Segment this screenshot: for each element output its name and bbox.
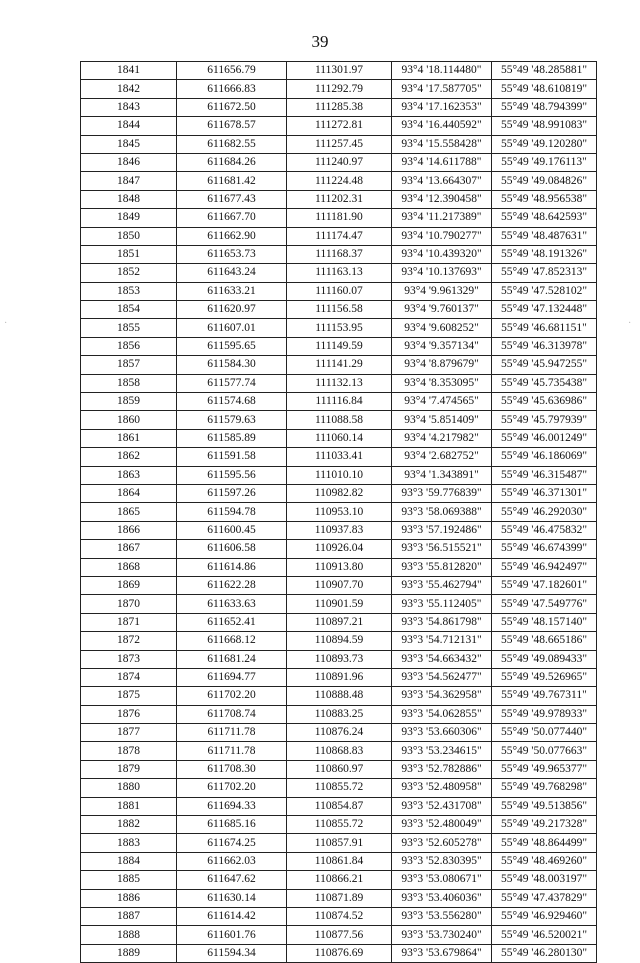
y-coordinate-cell: 111132.13 — [287, 374, 392, 392]
y-coordinate-cell: 111010.10 — [287, 466, 392, 484]
y-coordinate-cell: 111292.79 — [287, 80, 392, 98]
x-coordinate-cell: 611591.58 — [177, 448, 287, 466]
point-number-cell: 1841 — [81, 62, 177, 80]
y-coordinate-cell: 110860.97 — [287, 760, 392, 778]
table-row — [81, 227, 597, 245]
point-number-cell: 1874 — [81, 668, 177, 686]
latitude-cell: 55°49 '48.642593" — [492, 209, 597, 227]
y-coordinate-cell: 110901.59 — [287, 595, 392, 613]
point-number-cell: 1857 — [81, 356, 177, 374]
y-coordinate-cell: 110871.89 — [287, 889, 392, 907]
x-coordinate-cell: 611711.78 — [177, 724, 287, 742]
longitude-cell: 93°3 '54.062855" — [392, 705, 492, 723]
coordinates-table — [80, 61, 597, 963]
latitude-cell: 55°49 '46.315487" — [492, 466, 597, 484]
y-coordinate-cell: 111301.97 — [287, 62, 392, 80]
point-number-cell: 1868 — [81, 558, 177, 576]
latitude-cell: 55°49 '49.089433" — [492, 650, 597, 668]
table-row — [81, 540, 597, 558]
table-row — [81, 595, 597, 613]
latitude-cell: 55°49 '46.520021" — [492, 926, 597, 944]
x-coordinate-cell: 611662.03 — [177, 852, 287, 870]
longitude-cell: 93°4 '2.682752" — [392, 448, 492, 466]
latitude-cell: 55°49 '46.929460" — [492, 907, 597, 925]
latitude-cell: 55°49 '49.965377" — [492, 760, 597, 778]
longitude-cell: 93°4 '13.664307" — [392, 172, 492, 190]
latitude-cell: 55°49 '47.132448" — [492, 301, 597, 319]
y-coordinate-cell: 110982.82 — [287, 484, 392, 502]
latitude-cell: 55°49 '49.120280" — [492, 135, 597, 153]
point-number-cell: 1849 — [81, 209, 177, 227]
latitude-cell: 55°49 '48.864499" — [492, 834, 597, 852]
latitude-cell: 55°49 '45.947255" — [492, 356, 597, 374]
table-row — [81, 613, 597, 631]
longitude-cell: 93°4 '9.608252" — [392, 319, 492, 337]
y-coordinate-cell: 110877.56 — [287, 926, 392, 944]
point-number-cell: 1867 — [81, 540, 177, 558]
y-coordinate-cell: 111240.97 — [287, 153, 392, 171]
y-coordinate-cell: 110866.21 — [287, 871, 392, 889]
point-number-cell: 1865 — [81, 503, 177, 521]
point-number-cell: 1843 — [81, 98, 177, 116]
x-coordinate-cell: 611633.63 — [177, 595, 287, 613]
latitude-cell: 55°49 '48.665186" — [492, 632, 597, 650]
x-coordinate-cell: 611633.21 — [177, 282, 287, 300]
longitude-cell: 93°4 '10.790277" — [392, 227, 492, 245]
x-coordinate-cell: 611656.79 — [177, 62, 287, 80]
table-row — [81, 834, 597, 852]
latitude-cell: 55°49 '50.077663" — [492, 742, 597, 760]
y-coordinate-cell: 110861.84 — [287, 852, 392, 870]
margin-mark: · — [628, 318, 632, 329]
longitude-cell: 93°3 '52.480958" — [392, 779, 492, 797]
table-row — [81, 98, 597, 116]
x-coordinate-cell: 611674.25 — [177, 834, 287, 852]
point-number-cell: 1878 — [81, 742, 177, 760]
table-row — [81, 871, 597, 889]
point-number-cell: 1851 — [81, 245, 177, 263]
longitude-cell: 93°4 '15.558428" — [392, 135, 492, 153]
x-coordinate-cell: 611702.20 — [177, 779, 287, 797]
point-number-cell: 1858 — [81, 374, 177, 392]
longitude-cell: 93°3 '52.605278" — [392, 834, 492, 852]
point-number-cell: 1855 — [81, 319, 177, 337]
longitude-cell: 93°3 '52.480049" — [392, 816, 492, 834]
x-coordinate-cell: 611607.01 — [177, 319, 287, 337]
x-coordinate-cell: 611681.24 — [177, 650, 287, 668]
y-coordinate-cell: 111285.38 — [287, 98, 392, 116]
y-coordinate-cell: 110913.80 — [287, 558, 392, 576]
x-coordinate-cell: 611682.55 — [177, 135, 287, 153]
latitude-cell: 55°49 '48.794399" — [492, 98, 597, 116]
y-coordinate-cell: 110893.73 — [287, 650, 392, 668]
longitude-cell: 93°4 '10.439320" — [392, 245, 492, 263]
table-row — [81, 705, 597, 723]
latitude-cell: 55°49 '49.526965" — [492, 668, 597, 686]
point-number-cell: 1884 — [81, 852, 177, 870]
point-number-cell: 1877 — [81, 724, 177, 742]
table-row — [81, 356, 597, 374]
point-number-cell: 1881 — [81, 797, 177, 815]
table-row — [81, 190, 597, 208]
point-number-cell: 1869 — [81, 576, 177, 594]
point-number-cell: 1879 — [81, 760, 177, 778]
x-coordinate-cell: 611600.45 — [177, 521, 287, 539]
longitude-cell: 93°3 '54.663432" — [392, 650, 492, 668]
longitude-cell: 93°3 '59.776839" — [392, 484, 492, 502]
x-coordinate-cell: 611694.33 — [177, 797, 287, 815]
longitude-cell: 93°3 '53.660306" — [392, 724, 492, 742]
table-row — [81, 779, 597, 797]
point-number-cell: 1880 — [81, 779, 177, 797]
table-row — [81, 209, 597, 227]
longitude-cell: 93°4 '11.217389" — [392, 209, 492, 227]
latitude-cell: 55°49 '46.681151" — [492, 319, 597, 337]
y-coordinate-cell: 111181.90 — [287, 209, 392, 227]
x-coordinate-cell: 611684.26 — [177, 153, 287, 171]
point-number-cell: 1870 — [81, 595, 177, 613]
point-number-cell: 1850 — [81, 227, 177, 245]
y-coordinate-cell: 110891.96 — [287, 668, 392, 686]
x-coordinate-cell: 611606.58 — [177, 540, 287, 558]
point-number-cell: 1885 — [81, 871, 177, 889]
latitude-cell: 55°49 '46.292030" — [492, 503, 597, 521]
longitude-cell: 93°3 '52.830395" — [392, 852, 492, 870]
x-coordinate-cell: 611685.16 — [177, 816, 287, 834]
longitude-cell: 93°3 '58.069388" — [392, 503, 492, 521]
table-row — [81, 668, 597, 686]
x-coordinate-cell: 611643.24 — [177, 264, 287, 282]
longitude-cell: 93°3 '53.556280" — [392, 907, 492, 925]
y-coordinate-cell: 111224.48 — [287, 172, 392, 190]
longitude-cell: 93°3 '54.712131" — [392, 632, 492, 650]
y-coordinate-cell: 111257.45 — [287, 135, 392, 153]
x-coordinate-cell: 611630.14 — [177, 889, 287, 907]
longitude-cell: 93°3 '53.679864" — [392, 944, 492, 962]
x-coordinate-cell: 611584.30 — [177, 356, 287, 374]
latitude-cell: 55°49 '47.182601" — [492, 576, 597, 594]
x-coordinate-cell: 611595.56 — [177, 466, 287, 484]
margin-mark: · — [4, 318, 8, 329]
latitude-cell: 55°49 '48.487631" — [492, 227, 597, 245]
x-coordinate-cell: 611708.30 — [177, 760, 287, 778]
point-number-cell: 1889 — [81, 944, 177, 962]
longitude-cell: 93°3 '52.431708" — [392, 797, 492, 815]
x-coordinate-cell: 611622.28 — [177, 576, 287, 594]
point-number-cell: 1882 — [81, 816, 177, 834]
y-coordinate-cell: 111272.81 — [287, 117, 392, 135]
longitude-cell: 93°4 '9.760137" — [392, 301, 492, 319]
y-coordinate-cell: 110855.72 — [287, 779, 392, 797]
point-number-cell: 1862 — [81, 448, 177, 466]
x-coordinate-cell: 611594.34 — [177, 944, 287, 962]
point-number-cell: 1853 — [81, 282, 177, 300]
point-number-cell: 1876 — [81, 705, 177, 723]
x-coordinate-cell: 611677.43 — [177, 190, 287, 208]
x-coordinate-cell: 611579.63 — [177, 411, 287, 429]
y-coordinate-cell: 111202.31 — [287, 190, 392, 208]
x-coordinate-cell: 611694.77 — [177, 668, 287, 686]
x-coordinate-cell: 611614.42 — [177, 907, 287, 925]
x-coordinate-cell: 611667.70 — [177, 209, 287, 227]
point-number-cell: 1875 — [81, 687, 177, 705]
point-number-cell: 1852 — [81, 264, 177, 282]
table-row — [81, 153, 597, 171]
longitude-cell: 93°3 '54.562477" — [392, 668, 492, 686]
table-row — [81, 393, 597, 411]
longitude-cell: 93°3 '53.406036" — [392, 889, 492, 907]
latitude-cell: 55°49 '45.636986" — [492, 393, 597, 411]
longitude-cell: 93°4 '18.114480" — [392, 62, 492, 80]
point-number-cell: 1872 — [81, 632, 177, 650]
y-coordinate-cell: 110953.10 — [287, 503, 392, 521]
table-row — [81, 632, 597, 650]
latitude-cell: 55°49 '45.797939" — [492, 411, 597, 429]
longitude-cell: 93°4 '17.162353" — [392, 98, 492, 116]
latitude-cell: 55°49 '49.767311" — [492, 687, 597, 705]
x-coordinate-cell: 611708.74 — [177, 705, 287, 723]
table-row — [81, 503, 597, 521]
point-number-cell: 1863 — [81, 466, 177, 484]
longitude-cell: 93°4 '16.440592" — [392, 117, 492, 135]
latitude-cell: 55°49 '49.084826" — [492, 172, 597, 190]
table-row — [81, 264, 597, 282]
latitude-cell: 55°49 '48.610819" — [492, 80, 597, 98]
point-number-cell: 1873 — [81, 650, 177, 668]
x-coordinate-cell: 611601.76 — [177, 926, 287, 944]
x-coordinate-cell: 611652.41 — [177, 613, 287, 631]
y-coordinate-cell: 111168.37 — [287, 245, 392, 263]
y-coordinate-cell: 110907.70 — [287, 576, 392, 594]
longitude-cell: 93°4 '17.587705" — [392, 80, 492, 98]
y-coordinate-cell: 111156.58 — [287, 301, 392, 319]
y-coordinate-cell: 111033.41 — [287, 448, 392, 466]
point-number-cell: 1887 — [81, 907, 177, 925]
latitude-cell: 55°49 '46.280130" — [492, 944, 597, 962]
point-number-cell: 1883 — [81, 834, 177, 852]
longitude-cell: 93°4 '8.879679" — [392, 356, 492, 374]
table-row — [81, 687, 597, 705]
x-coordinate-cell: 611577.74 — [177, 374, 287, 392]
longitude-cell: 93°3 '53.730240" — [392, 926, 492, 944]
table-row — [81, 135, 597, 153]
x-coordinate-cell: 611653.73 — [177, 245, 287, 263]
longitude-cell: 93°3 '54.861798" — [392, 613, 492, 631]
longitude-cell: 93°3 '57.192486" — [392, 521, 492, 539]
latitude-cell: 55°49 '49.978933" — [492, 705, 597, 723]
point-number-cell: 1871 — [81, 613, 177, 631]
point-number-cell: 1888 — [81, 926, 177, 944]
table-row — [81, 760, 597, 778]
table-row — [81, 319, 597, 337]
x-coordinate-cell: 611681.42 — [177, 172, 287, 190]
x-coordinate-cell: 611597.26 — [177, 484, 287, 502]
latitude-cell: 55°49 '45.735438" — [492, 374, 597, 392]
y-coordinate-cell: 111163.13 — [287, 264, 392, 282]
table-row — [81, 484, 597, 502]
point-number-cell: 1860 — [81, 411, 177, 429]
latitude-cell: 55°49 '49.513856" — [492, 797, 597, 815]
table-row — [81, 429, 597, 447]
y-coordinate-cell: 110857.91 — [287, 834, 392, 852]
longitude-cell: 93°4 '8.353095" — [392, 374, 492, 392]
y-coordinate-cell: 110876.69 — [287, 944, 392, 962]
x-coordinate-cell: 611711.78 — [177, 742, 287, 760]
longitude-cell: 93°4 '1.343891" — [392, 466, 492, 484]
latitude-cell: 55°49 '46.001249" — [492, 429, 597, 447]
latitude-cell: 55°49 '48.285881" — [492, 62, 597, 80]
longitude-cell: 93°3 '53.234615" — [392, 742, 492, 760]
table-row — [81, 282, 597, 300]
table-row — [81, 650, 597, 668]
latitude-cell: 55°49 '46.674399" — [492, 540, 597, 558]
table-row — [81, 301, 597, 319]
x-coordinate-cell: 611662.90 — [177, 227, 287, 245]
latitude-cell: 55°49 '48.469260" — [492, 852, 597, 870]
y-coordinate-cell: 111088.58 — [287, 411, 392, 429]
y-coordinate-cell: 110894.59 — [287, 632, 392, 650]
y-coordinate-cell: 110854.87 — [287, 797, 392, 815]
table-row — [81, 576, 597, 594]
longitude-cell: 93°4 '7.474565" — [392, 393, 492, 411]
point-number-cell: 1854 — [81, 301, 177, 319]
y-coordinate-cell: 111141.29 — [287, 356, 392, 374]
table-row — [81, 374, 597, 392]
latitude-cell: 55°49 '48.991083" — [492, 117, 597, 135]
longitude-cell: 93°3 '55.812820" — [392, 558, 492, 576]
x-coordinate-cell: 611574.68 — [177, 393, 287, 411]
table-row — [81, 558, 597, 576]
table-row — [81, 797, 597, 815]
longitude-cell: 93°4 '14.611788" — [392, 153, 492, 171]
point-number-cell: 1842 — [81, 80, 177, 98]
y-coordinate-cell: 110874.52 — [287, 907, 392, 925]
point-number-cell: 1856 — [81, 337, 177, 355]
latitude-cell: 55°49 '46.475832" — [492, 521, 597, 539]
latitude-cell: 55°49 '49.217328" — [492, 816, 597, 834]
table-row — [81, 448, 597, 466]
table-row — [81, 466, 597, 484]
point-number-cell: 1848 — [81, 190, 177, 208]
longitude-cell: 93°3 '54.362958" — [392, 687, 492, 705]
y-coordinate-cell: 110876.24 — [287, 724, 392, 742]
longitude-cell: 93°3 '56.515521" — [392, 540, 492, 558]
y-coordinate-cell: 110883.25 — [287, 705, 392, 723]
latitude-cell: 55°49 '49.176113" — [492, 153, 597, 171]
x-coordinate-cell: 611668.12 — [177, 632, 287, 650]
y-coordinate-cell: 111116.84 — [287, 393, 392, 411]
table-row — [81, 907, 597, 925]
table-row — [81, 172, 597, 190]
x-coordinate-cell: 611678.57 — [177, 117, 287, 135]
longitude-cell: 93°4 '9.961329" — [392, 282, 492, 300]
longitude-cell: 93°3 '52.782886" — [392, 760, 492, 778]
point-number-cell: 1861 — [81, 429, 177, 447]
x-coordinate-cell: 611702.20 — [177, 687, 287, 705]
y-coordinate-cell: 111160.07 — [287, 282, 392, 300]
x-coordinate-cell: 611614.86 — [177, 558, 287, 576]
latitude-cell: 55°49 '46.313978" — [492, 337, 597, 355]
table-row — [81, 117, 597, 135]
latitude-cell: 55°49 '47.549776" — [492, 595, 597, 613]
table-row — [81, 245, 597, 263]
table-row — [81, 926, 597, 944]
y-coordinate-cell: 110897.21 — [287, 613, 392, 631]
latitude-cell: 55°49 '46.942497" — [492, 558, 597, 576]
x-coordinate-cell: 611672.50 — [177, 98, 287, 116]
latitude-cell: 55°49 '48.956538" — [492, 190, 597, 208]
point-number-cell: 1846 — [81, 153, 177, 171]
table-row — [81, 62, 597, 80]
table-row — [81, 411, 597, 429]
y-coordinate-cell: 110937.83 — [287, 521, 392, 539]
y-coordinate-cell: 111174.47 — [287, 227, 392, 245]
longitude-cell: 93°3 '55.462794" — [392, 576, 492, 594]
point-number-cell: 1859 — [81, 393, 177, 411]
table-row — [81, 521, 597, 539]
latitude-cell: 55°49 '46.371301" — [492, 484, 597, 502]
y-coordinate-cell: 111060.14 — [287, 429, 392, 447]
table-row — [81, 944, 597, 962]
y-coordinate-cell: 111149.59 — [287, 337, 392, 355]
longitude-cell: 93°3 '55.112405" — [392, 595, 492, 613]
page-number: 39 — [311, 32, 329, 51]
x-coordinate-cell: 611595.65 — [177, 337, 287, 355]
y-coordinate-cell: 110855.72 — [287, 816, 392, 834]
table-row — [81, 742, 597, 760]
latitude-cell: 55°49 '48.157140" — [492, 613, 597, 631]
latitude-cell: 55°49 '46.186069" — [492, 448, 597, 466]
latitude-cell: 55°49 '47.437829" — [492, 889, 597, 907]
y-coordinate-cell: 110888.48 — [287, 687, 392, 705]
table-row — [81, 852, 597, 870]
x-coordinate-cell: 611620.97 — [177, 301, 287, 319]
table-row — [81, 816, 597, 834]
table-row — [81, 80, 597, 98]
latitude-cell: 55°49 '50.077440" — [492, 724, 597, 742]
latitude-cell: 55°49 '48.003197" — [492, 871, 597, 889]
y-coordinate-cell: 110868.83 — [287, 742, 392, 760]
latitude-cell: 55°49 '47.528102" — [492, 282, 597, 300]
longitude-cell: 93°4 '4.217982" — [392, 429, 492, 447]
point-number-cell: 1886 — [81, 889, 177, 907]
y-coordinate-cell: 110926.04 — [287, 540, 392, 558]
table-row — [81, 724, 597, 742]
x-coordinate-cell: 611666.83 — [177, 80, 287, 98]
longitude-cell: 93°3 '53.080671" — [392, 871, 492, 889]
longitude-cell: 93°4 '10.137693" — [392, 264, 492, 282]
latitude-cell: 55°49 '47.852313" — [492, 264, 597, 282]
longitude-cell: 93°4 '9.357134" — [392, 337, 492, 355]
table-row — [81, 337, 597, 355]
y-coordinate-cell: 111153.95 — [287, 319, 392, 337]
latitude-cell: 55°49 '49.768298" — [492, 779, 597, 797]
coordinates-table-body — [81, 62, 597, 963]
point-number-cell: 1864 — [81, 484, 177, 502]
x-coordinate-cell: 611594.78 — [177, 503, 287, 521]
latitude-cell: 55°49 '48.191326" — [492, 245, 597, 263]
point-number-cell: 1866 — [81, 521, 177, 539]
point-number-cell: 1845 — [81, 135, 177, 153]
point-number-cell: 1844 — [81, 117, 177, 135]
longitude-cell: 93°4 '12.390458" — [392, 190, 492, 208]
x-coordinate-cell: 611585.89 — [177, 429, 287, 447]
longitude-cell: 93°4 '5.851409" — [392, 411, 492, 429]
x-coordinate-cell: 611647.62 — [177, 871, 287, 889]
point-number-cell: 1847 — [81, 172, 177, 190]
